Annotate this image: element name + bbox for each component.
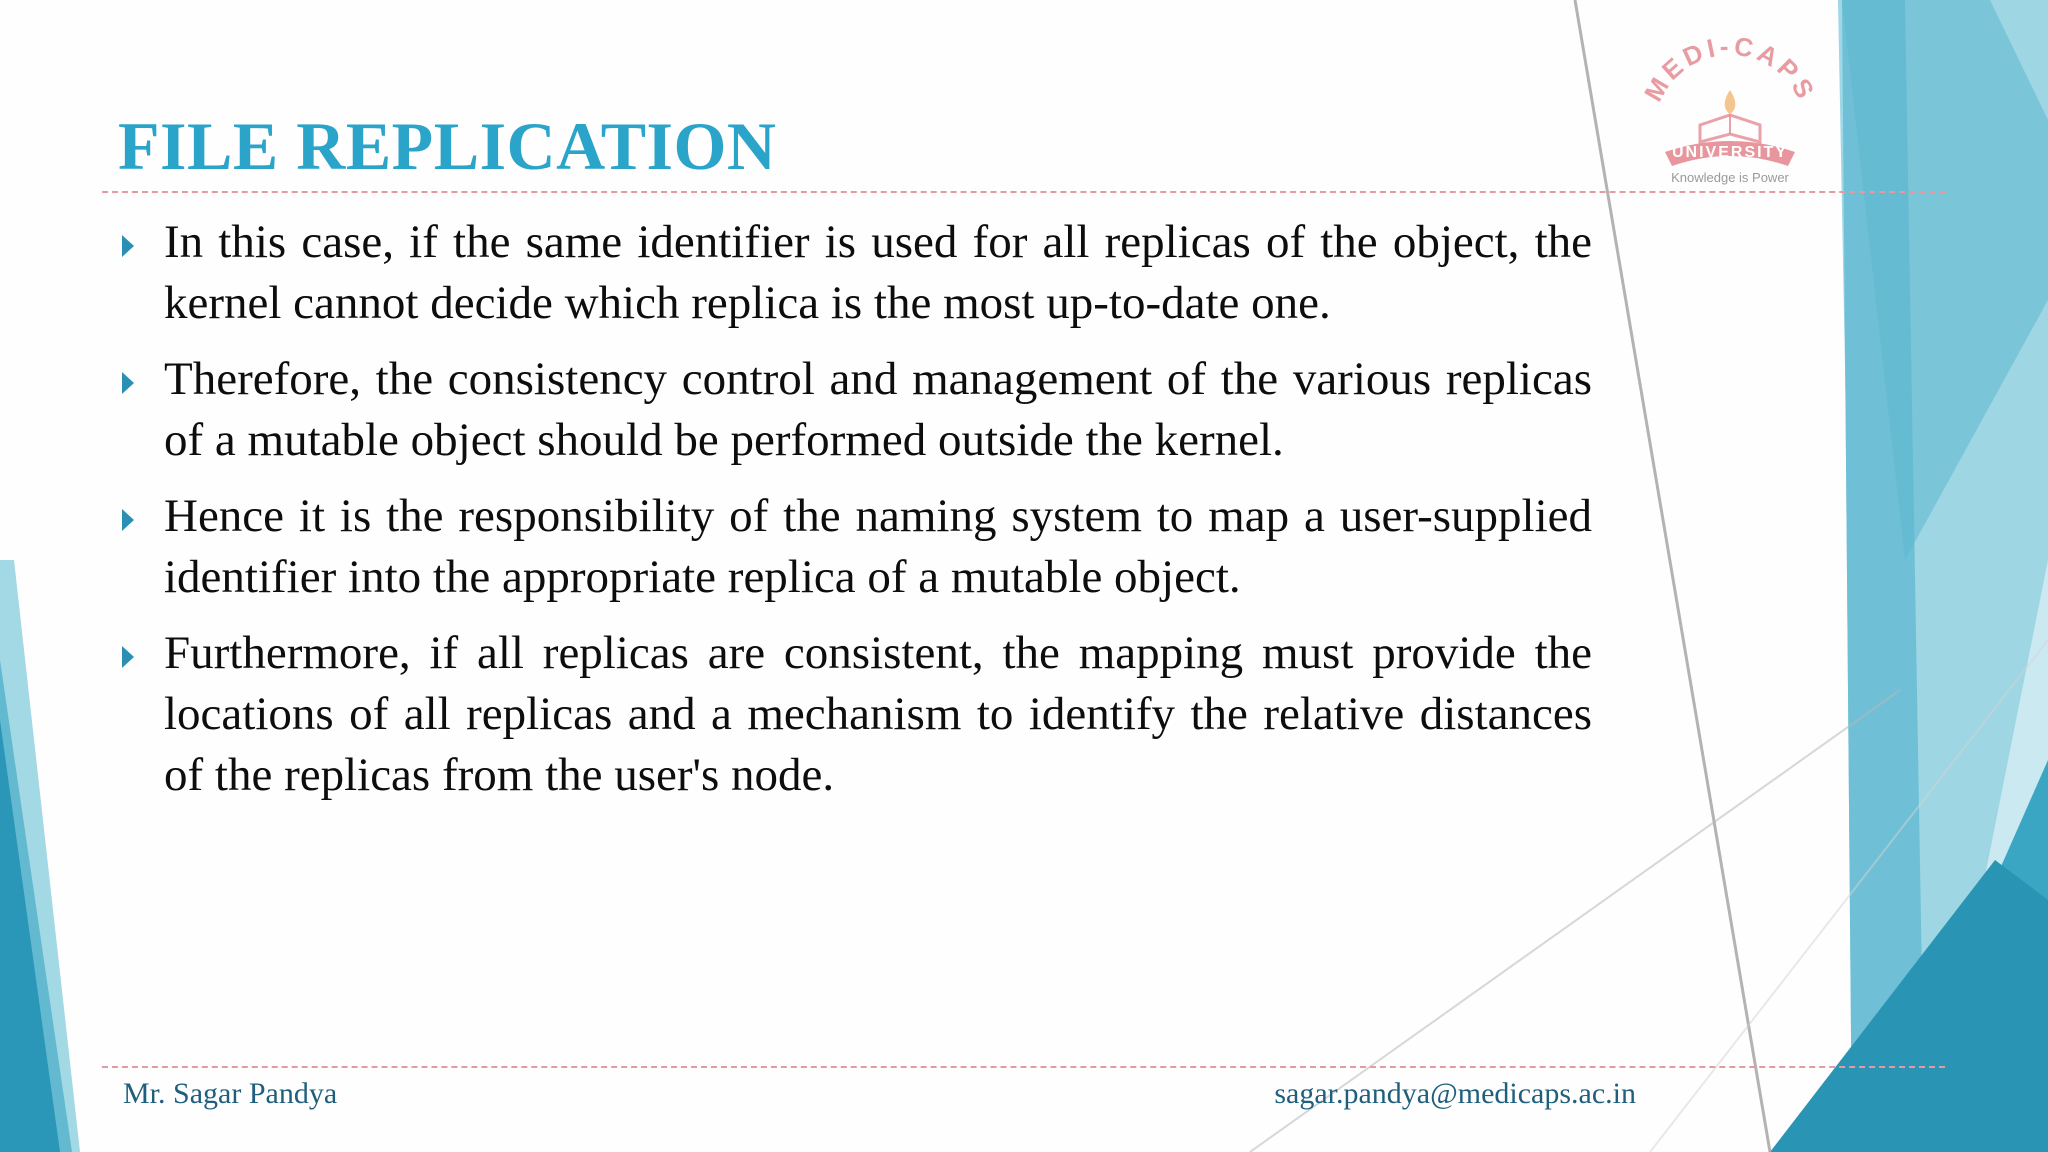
triangle-bullet-icon	[122, 235, 134, 257]
footer-email: sagar.pandya@medicaps.ac.in	[1274, 1077, 1636, 1110]
bullet-item	[118, 349, 1592, 471]
triangle-bullet-icon	[122, 372, 134, 394]
bullet-text: Hence it is the responsibility of the naming system to map a user-supplied identifier into the appropriate replica of a mutable object.	[164, 490, 1592, 603]
header-divider	[102, 191, 1945, 193]
logo-banner-text: UNIVERSITY	[1671, 144, 1789, 161]
logo-arc-text: MEDI-CAPS	[1637, 30, 1823, 107]
university-logo	[1620, 30, 1840, 190]
footer-author: Mr. Sagar Pandya	[123, 1077, 338, 1110]
bullet-item	[118, 623, 1592, 806]
bullet-list	[118, 212, 1592, 821]
bullet-text: Therefore, the consistency control and management of the various replicas of a mutable object should be performed outside the kernel.	[164, 353, 1592, 466]
footer-divider	[102, 1066, 1945, 1068]
bullet-text: Furthermore, if all replicas are consistent, the mapping must provide the locations of all replicas and a mechanism to identify the relative distances of the replicas from the user's node.	[164, 627, 1592, 801]
triangle-bullet-icon	[122, 646, 134, 668]
logo-tagline: Knowledge is Power	[1671, 170, 1789, 185]
bullet-item	[118, 212, 1592, 334]
slide-title: FILE REPLICATION	[118, 108, 777, 184]
bullet-text: In this case, if the same identifier is used for all replicas of the object, the kernel cannot decide which replica is the most up-to-date one.	[164, 216, 1592, 329]
triangle-bullet-icon	[122, 509, 134, 531]
logo-flame-icon	[1725, 90, 1736, 114]
bullet-item	[118, 486, 1592, 608]
